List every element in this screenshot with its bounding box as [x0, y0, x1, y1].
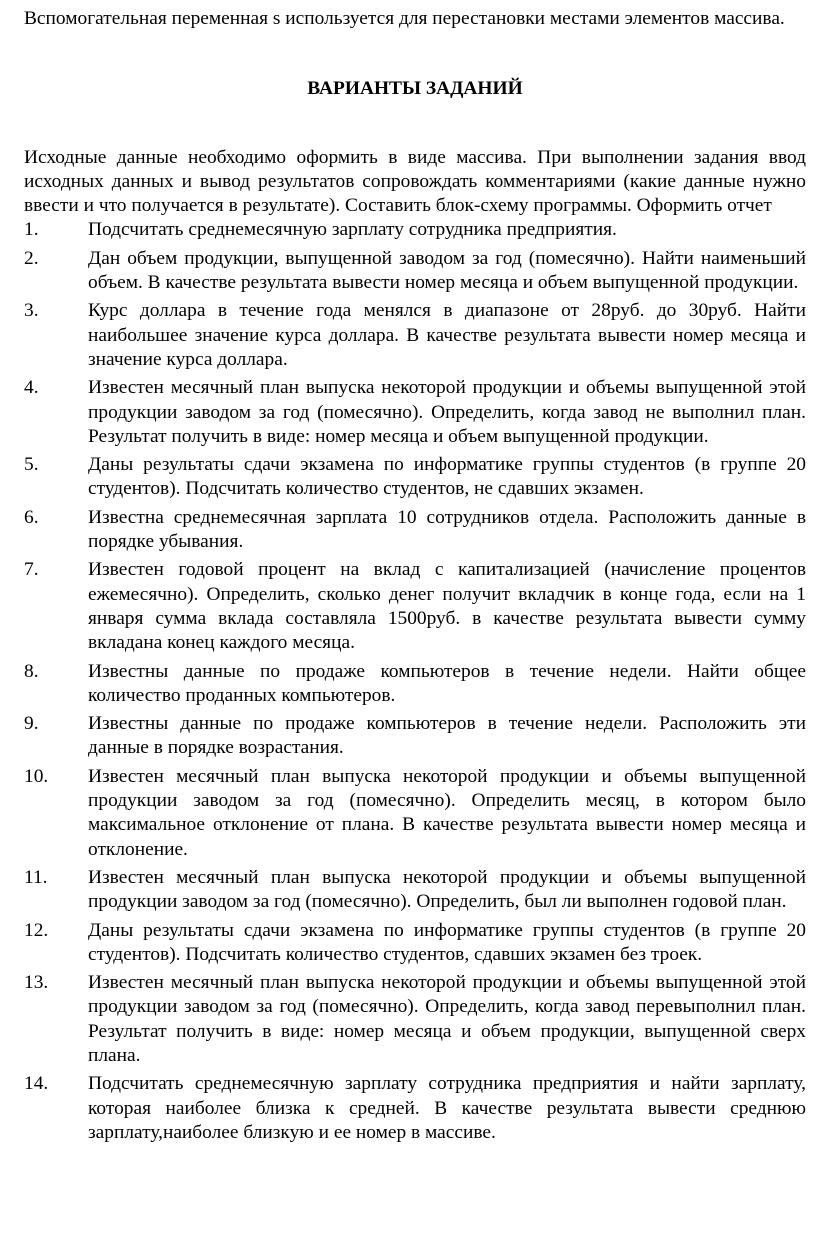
- task-item: [24, 299, 806, 372]
- task-number: 7.: [24, 559, 39, 581]
- task-text: Известны данные по продаже компьютеров в течение недели. Найти общее количество проданных компьютеров.: [88, 660, 806, 706]
- task-item: [24, 712, 806, 761]
- task-item: [24, 919, 806, 968]
- task-list: [24, 218, 806, 1145]
- task-text: Подсчитать среднемесячную зарплату сотрудника предприятия.: [88, 219, 617, 241]
- task-number: 14.: [24, 1073, 49, 1095]
- task-number: 9.: [24, 713, 39, 735]
- task-number: 6.: [24, 506, 39, 528]
- task-number: 10.: [24, 765, 49, 787]
- task-text: Известен годовой процент на вклад с капитализацией (начисление процентов ежемесячно). Определить, сколько денег получит вкладчик в конце года, если на 1 января сумма вклада составляла 1500руб. в качестве результата вывести сумму вкладана конец каждого месяца.: [88, 559, 806, 654]
- task-item: [24, 558, 806, 655]
- task-item: [24, 218, 806, 242]
- task-item: [24, 765, 806, 862]
- section-title: ВАРИАНТЫ ЗАДАНИЙ: [307, 78, 523, 100]
- task-item: [24, 376, 806, 449]
- task-number: 8.: [24, 660, 39, 682]
- task-number: 2.: [24, 247, 39, 269]
- task-number: 13.: [24, 972, 49, 994]
- task-item: [24, 660, 806, 709]
- task-item: [24, 1072, 806, 1145]
- task-item: [24, 247, 806, 296]
- task-number: 1.: [24, 219, 39, 241]
- task-text: Известна среднемесячная зарплата 10 сотрудников отдела. Расположить данные в порядке убывания.: [88, 506, 806, 553]
- task-text: Известен месячный план выпуска некоторой продукции и объемы выпущенной продукции заводом за год (помесячно). Определить, был ли выполнен годовой план.: [88, 866, 806, 913]
- task-text: Курс доллара в течение года менялся в диапазоне от 28руб. до 30руб. Найти наибольшее значение курса доллара. В качестве результата вывести номер месяца и значение курса доллара.: [88, 300, 806, 370]
- task-item: [24, 506, 806, 555]
- task-number: 5.: [24, 454, 39, 476]
- task-number: 11.: [24, 866, 48, 888]
- task-item: [24, 866, 806, 915]
- task-text: Даны результаты сдачи экзамена по информатике группы студентов (в группе 20 студентов). Подсчитать количество студентов, сдавших экзамен без троек.: [88, 919, 806, 965]
- task-text: Известен месячный план выпуска некоторой продукции и объемы выпущенной этой продукции заводом за год (помесячно). Определить, когда завод не выполнил план. Результат получить в виде: номер месяца и объем выпущенной продукции.: [88, 377, 806, 447]
- task-text: Подсчитать среднемесячную зарплату сотрудника предприятия и найти зарплату, которая наиболее близка к средней. В качестве результата вывести среднюю зарплату,наиболее близкую и ее номер в массиве.: [88, 1073, 806, 1143]
- task-item: [24, 971, 806, 1068]
- task-number: 4.: [24, 377, 39, 399]
- task-number: 3.: [24, 300, 39, 322]
- task-text: Известен месячный план выпуска некоторой продукции и объемы выпущенной этой продукции заводом за год (помесячно). Определить, когда завод перевыполнил план. Результат получить в виде: номер месяца и объем продукции, выпущенной сверх плана.: [88, 972, 806, 1066]
- task-number: 12.: [24, 919, 49, 941]
- task-text: Известен месячный план выпуска некоторой продукции и объемы выпущенной продукции заводом за год (помесячно). Определить месяц, в котором было максимальное отклонение от плана. В качестве результата вывести номер месяца и отклонение.: [88, 765, 806, 860]
- task-text: Даны результаты сдачи экзамена по информатике группы студентов (в группе 20 студентов). Подсчитать количество студентов, не сдавших экзамен.: [88, 454, 806, 500]
- task-text: Дан объем продукции, выпущенной заводом за год (помесячно). Найти наименьший объем. В качестве результата вывести номер месяца и объем выпущенной продукции.: [88, 247, 806, 294]
- instructions-paragraph: Исходные данные необходимо оформить в виде массива. При выполнении задания ввод исходных данных и вывод результатов сопровождать комментариями (какие данные нужно ввести и что получается в результате). Составить блок-схему программы. Оформить отчет: [24, 146, 806, 217]
- task-text: Известны данные по продаже компьютеров в течение недели. Расположить эти данные в порядке возрастания.: [88, 713, 806, 759]
- task-item: [24, 453, 806, 502]
- intro-paragraph: Вспомогательная переменная s используется для перестановки местами элементов массива.: [24, 8, 785, 29]
